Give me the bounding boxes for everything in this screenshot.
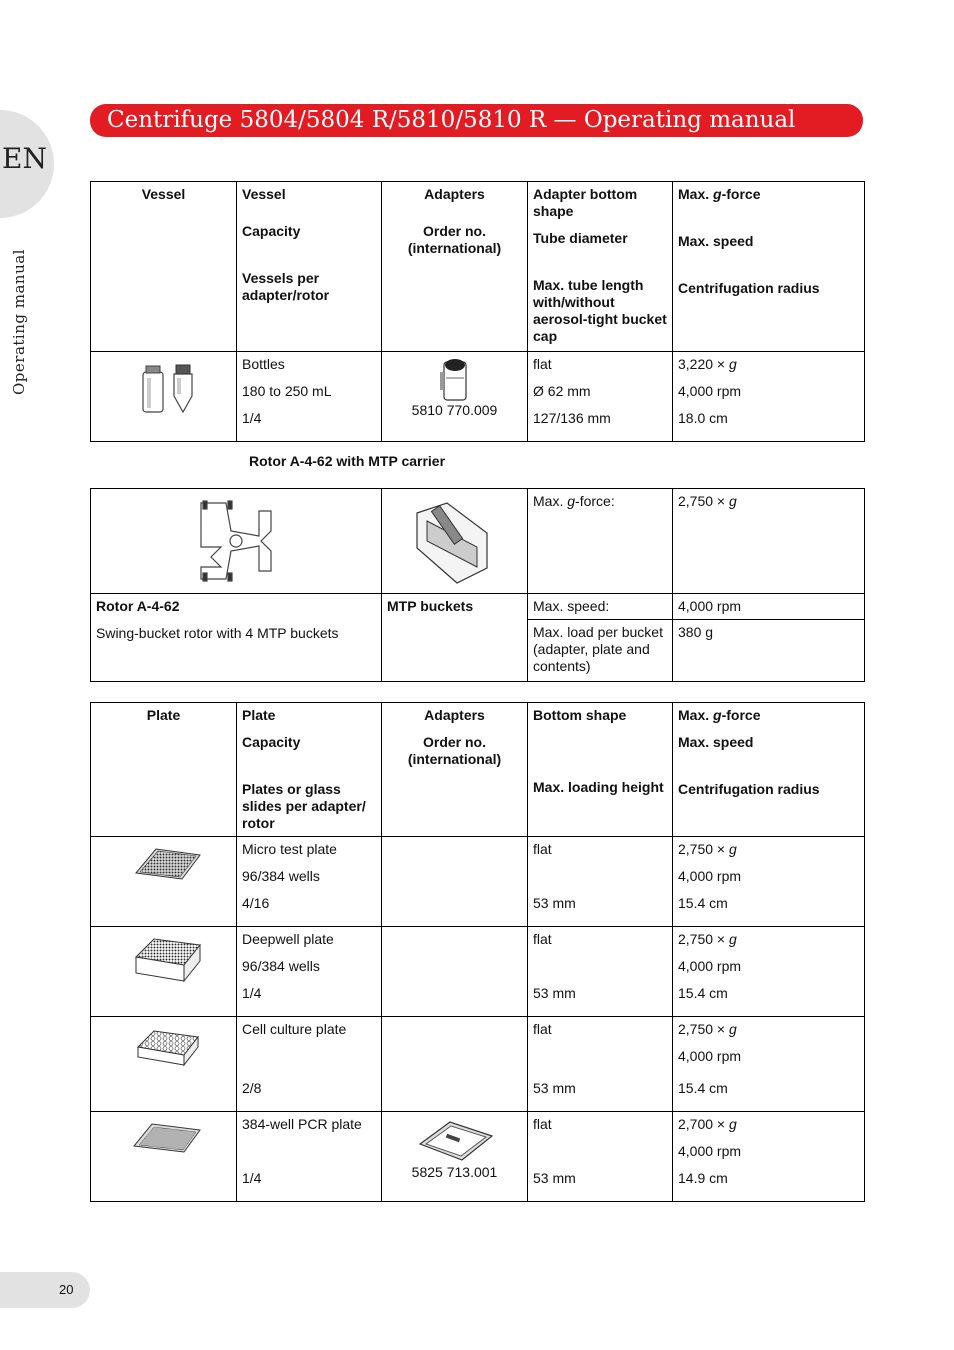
shape-cell (528, 927, 673, 1017)
plate-name: Cell culture plate (242, 1021, 347, 1037)
adapter-cell (382, 927, 528, 1017)
header-shape-group (528, 703, 673, 837)
header-capacity: Capacity (242, 223, 301, 239)
g-force-label: Max. g-force: (528, 489, 673, 594)
rotor-desc: Swing-bucket rotor with 4 MTP buckets (96, 625, 339, 641)
bottles-image (91, 352, 237, 442)
header-per-adapter: Plates or glass slides per adapter/ rotor (242, 781, 366, 831)
header-max-speed: Max. speed (678, 233, 754, 249)
header-vessel-group (237, 182, 382, 352)
force-cell (673, 837, 865, 927)
radius: 15.4 cm (678, 1080, 728, 1096)
g-force: 2,750 × g (678, 841, 737, 857)
plate-per-adapter: 4/16 (242, 895, 270, 911)
adapter-cell (382, 837, 528, 927)
deepwell-plate-icon (96, 931, 232, 987)
pcr-adapter-icon (388, 1116, 522, 1164)
page-title: Centrifuge 5804/5804 R/5810/5810 R — Operating manual (90, 104, 863, 137)
plate-info (237, 1017, 382, 1112)
header-adapters-group (382, 182, 528, 352)
plate-table (90, 702, 865, 1202)
table-row (91, 352, 865, 442)
header-radius: Centrifugation radius (678, 781, 820, 797)
rotor-table (90, 488, 865, 682)
header-max-g-force: Max. g-force (678, 707, 761, 723)
rotor-description (91, 594, 382, 682)
header-per-adapter: Vessels per adapter/rotor (242, 270, 330, 303)
micro-test-plate-icon (96, 841, 232, 881)
language-tab (0, 110, 54, 218)
loading-height: 53 mm (533, 895, 576, 911)
g-force-value: 2,750 × g (673, 489, 865, 594)
plate-image (91, 837, 237, 927)
plate-image (91, 1017, 237, 1112)
header-capacity: Capacity (242, 734, 301, 750)
plate-name: Deepwell plate (242, 931, 334, 947)
header-adapters: Adapters (424, 186, 485, 202)
plate-image (91, 927, 237, 1017)
header-vessel-name: Vessel (242, 186, 286, 202)
side-label: Operating manual (10, 249, 28, 395)
table-row (91, 837, 865, 927)
header-plate-group (237, 703, 382, 837)
tube-diameter: Ø 62 mm (533, 383, 591, 399)
bottles-info (237, 352, 382, 442)
header-plate: Plate (91, 703, 237, 837)
vessel-table (90, 181, 865, 442)
force-cell (673, 1017, 865, 1112)
header-tube-diameter: Tube diameter (533, 230, 628, 246)
plate-capacity: 96/384 wells (242, 868, 320, 884)
header-max-speed: Max. speed (678, 734, 754, 750)
adapter-cell (382, 1112, 528, 1202)
bottom-shape: flat (533, 356, 552, 372)
header-shape-group (528, 182, 673, 352)
bottom-shape: flat (533, 841, 552, 857)
language-code: EN (2, 142, 47, 175)
table-row (91, 927, 865, 1017)
plate-per-adapter: 2/8 (242, 1080, 262, 1096)
force-cell (673, 352, 865, 442)
table-row (91, 489, 865, 594)
table-header-row (91, 182, 865, 352)
force-cell (673, 927, 865, 1017)
vessel-per-adapter: 1/4 (242, 410, 262, 426)
header-adapters: Adapters (424, 707, 485, 723)
plate-name: 384-well PCR plate (242, 1116, 362, 1132)
radius: 18.0 cm (678, 410, 728, 426)
pcr-plate-icon (96, 1116, 232, 1156)
plate-info (237, 927, 382, 1017)
plate-capacity: 96/384 wells (242, 958, 320, 974)
adapter-order-no: 5825 713.001 (411, 1164, 498, 1180)
loading-height: 53 mm (533, 985, 576, 1001)
header-bottom-shape: Bottom shape (533, 707, 627, 723)
plate-per-adapter: 1/4 (242, 1170, 262, 1186)
bucket-icon (387, 493, 521, 589)
speed-label: Max. speed: (528, 594, 673, 620)
rotor-icon (96, 493, 376, 589)
plate-per-adapter: 1/4 (242, 985, 262, 1001)
max-speed: 4,000 rpm (678, 383, 742, 399)
plate-info (237, 1112, 382, 1202)
shape-cell (528, 837, 673, 927)
header-force-group (673, 703, 865, 837)
adapter-cell (382, 1017, 528, 1112)
load-value: 380 g (673, 620, 865, 682)
plate-capacity (242, 1048, 376, 1075)
plate-image (91, 1112, 237, 1202)
radius: 15.4 cm (678, 895, 728, 911)
table-header-row (91, 703, 865, 837)
bottom-shape: flat (533, 1021, 552, 1037)
adapter-order-no: 5810 770.009 (411, 402, 498, 418)
g-force: 3,220 × g (678, 356, 737, 372)
shape-cell (528, 1112, 673, 1202)
header-force-group (673, 182, 865, 352)
speed-value: 4,000 rpm (673, 594, 865, 620)
plate-name: Micro test plate (242, 841, 337, 857)
force-cell (673, 1112, 865, 1202)
rotor-image (91, 489, 382, 594)
loading-height: 53 mm (533, 1170, 576, 1186)
header-max-g-force: Max. g-force (678, 186, 761, 202)
cell-culture-plate-icon (96, 1021, 232, 1071)
page-number-tab (0, 1272, 90, 1308)
vessel-capacity: 180 to 250 mL (242, 383, 332, 399)
g-force: 2,700 × g (678, 1116, 737, 1132)
load-label: Max. load per bucket (adapter, plate and contents) (528, 620, 673, 682)
max-speed: 4,000 rpm (678, 958, 742, 974)
header-plate-name: Plate (242, 707, 276, 723)
adapter-icon (388, 356, 522, 402)
bottom-shape: flat (533, 931, 552, 947)
buckets-label: MTP buckets (382, 594, 528, 682)
header-bottom-shape: Adapter bottom shape (533, 186, 638, 219)
max-speed: 4,000 rpm (678, 868, 742, 884)
bottom-shape: flat (533, 1116, 552, 1132)
g-force: 2,750 × g (678, 1021, 737, 1037)
header-order-no: Order no. (international) (407, 734, 502, 767)
plate-info (237, 837, 382, 927)
header-loading-height: Max. loading height (533, 779, 664, 795)
header-radius: Centrifugation radius (678, 280, 820, 296)
header-vessel: Vessel (91, 182, 237, 352)
header-adapters-group (382, 703, 528, 837)
shape-cell (528, 1017, 673, 1112)
tube-length: 127/136 mm (533, 410, 611, 426)
table-row (91, 1017, 865, 1112)
header-order-no: Order no. (international) (407, 223, 502, 256)
page-number: 20 (59, 1282, 74, 1297)
max-speed: 4,000 rpm (678, 1143, 742, 1159)
shape-cell (528, 352, 673, 442)
max-speed: 4,000 rpm (678, 1048, 742, 1064)
table-row (91, 1112, 865, 1202)
rotor-name: Rotor A-4-62 (96, 598, 180, 614)
g-force: 2,750 × g (678, 931, 737, 947)
bucket-image (382, 489, 528, 594)
bottles-icon (96, 356, 232, 426)
radius: 15.4 cm (678, 985, 728, 1001)
adapter-cell (382, 352, 528, 442)
vessel-name: Bottles (242, 356, 285, 372)
plate-capacity (242, 1143, 376, 1170)
loading-height: 53 mm (533, 1080, 576, 1096)
table-row (91, 594, 865, 620)
header-tube-length: Max. tube length with/without aerosol-tight bucket cap (533, 277, 667, 344)
rotor-heading: Rotor A-4-62 with MTP carrier (249, 453, 446, 469)
radius: 14.9 cm (678, 1170, 728, 1186)
